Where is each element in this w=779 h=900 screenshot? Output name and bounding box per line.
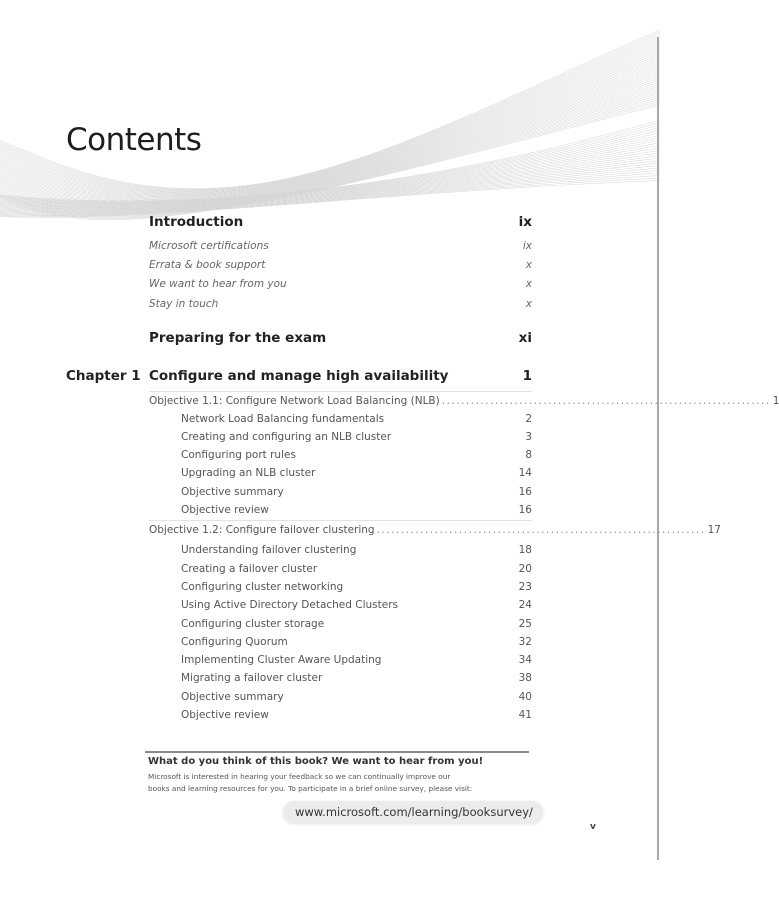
toc-entry-label: Network Load Balancing fundamentals [181, 413, 385, 425]
toc-entry-label: Objective review [181, 504, 269, 516]
toc-entry[interactable] [149, 563, 532, 575]
toc-entry-label: Objective 1.1: Configure Network Load Balancing (NLB) [149, 395, 440, 407]
wave-line [0, 34, 660, 190]
dot-leader: .................................................................... [441, 395, 771, 407]
chapter-label: Chapter 1 [66, 368, 141, 384]
page-number: v [590, 822, 596, 832]
page-edge-line [657, 37, 659, 860]
toc-entry-page: 40 [518, 691, 532, 703]
toc-entry-page: ix [518, 214, 532, 230]
toc-chapter-heading[interactable] [149, 368, 532, 384]
feedback-rule [145, 751, 529, 753]
toc-entry[interactable] [149, 581, 532, 593]
toc-entry-label: Configuring cluster networking [181, 581, 344, 593]
toc-entry[interactable] [149, 544, 532, 556]
dot-leader: .................................................................... [376, 524, 706, 536]
toc-entry-page: 17 [707, 524, 721, 536]
toc-entry[interactable] [149, 449, 532, 461]
toc-entry[interactable] [149, 413, 532, 425]
toc-entry-label: Microsoft certifications [149, 240, 269, 252]
toc-entry-page: 16 [518, 486, 532, 498]
toc-entry-page: 8 [525, 449, 532, 461]
toc-entry-label: Using Active Directory Detached Clusters [181, 599, 399, 611]
toc-entry-label: Configuring port rules [181, 449, 296, 461]
toc-entry[interactable] [149, 467, 532, 479]
section-divider [149, 520, 532, 521]
toc-entry[interactable] [149, 278, 532, 290]
toc-entry-page: 20 [518, 563, 532, 575]
toc-entry-label: Objective summary [181, 486, 284, 498]
feedback-body-line: Microsoft is interested in hearing your feedback so we can continually improve our [148, 772, 451, 781]
toc-entry-label: Configuring cluster storage [181, 618, 325, 630]
toc-entry[interactable] [149, 240, 532, 252]
page-title: Contents [66, 122, 202, 158]
toc-entry[interactable] [149, 298, 532, 310]
feedback-title: What do you think of this book? We want to hear from you! [148, 756, 484, 767]
toc-entry-page: x [525, 298, 532, 310]
toc-entry-label: Objective 1.2: Configure failover clustering [149, 524, 375, 536]
toc-entry-page: xi [518, 330, 532, 346]
toc-intro-heading[interactable] [149, 214, 532, 230]
toc-entry-label: Configuring Quorum [181, 636, 288, 648]
toc-entry-label: Preparing for the exam [149, 330, 327, 346]
toc-entry[interactable] [149, 691, 532, 703]
toc-entry-page: 23 [518, 581, 532, 593]
toc-entry-page: 3 [525, 431, 532, 443]
toc-entry-page: 1 [522, 368, 532, 384]
toc-entry[interactable] [149, 486, 532, 498]
toc-entry-page: 16 [518, 504, 532, 516]
wave-line [0, 30, 660, 189]
feedback-body-line: books and learning resources for you. To participate in a brief online survey, please visit: [148, 784, 473, 793]
wave-line [0, 45, 660, 193]
toc-entry[interactable] [149, 504, 532, 516]
toc-entry-label: Implementing Cluster Aware Updating [181, 654, 382, 666]
toc-entry-label: Stay in touch [149, 298, 219, 310]
toc-entry-label: Objective summary [181, 691, 284, 703]
toc-entry-page: x [525, 278, 532, 290]
toc-entry[interactable] [149, 431, 532, 443]
toc-entry-page: 18 [518, 544, 532, 556]
toc-entry[interactable] [149, 618, 532, 630]
toc-entry-page: 2 [525, 413, 532, 425]
toc-entry[interactable] [149, 599, 532, 611]
toc-entry-label: Configure and manage high availability [149, 368, 449, 384]
toc-entry-label: Understanding failover clustering [181, 544, 357, 556]
survey-link[interactable]: www.microsoft.com/learning/booksurvey/ [283, 801, 543, 823]
decorative-wave-lines [0, 0, 660, 230]
toc-entry[interactable] [149, 636, 532, 648]
toc-entry[interactable] [149, 654, 532, 666]
section-divider [149, 391, 532, 392]
toc-entry-label: Introduction [149, 214, 244, 230]
toc-entry[interactable] [149, 259, 532, 271]
toc-entry-page: 1 [772, 395, 779, 407]
toc-entry-label: We want to hear from you [149, 278, 287, 290]
feedback-body [148, 771, 533, 795]
toc-entry[interactable] [149, 709, 532, 721]
toc-entry-page: ix [522, 240, 532, 252]
toc-entry[interactable] [149, 672, 532, 684]
toc-entry-page: 32 [518, 636, 532, 648]
toc-entry-page: 38 [518, 672, 532, 684]
toc-objective[interactable] [149, 524, 721, 536]
toc-preparing-heading[interactable] [149, 330, 532, 346]
toc-entry-label: Creating and configuring an NLB cluster [181, 431, 392, 443]
toc-objective[interactable] [149, 395, 779, 407]
toc-entry-page: x [525, 259, 532, 271]
toc-entry-page: 41 [518, 709, 532, 721]
toc-entry-label: Objective review [181, 709, 269, 721]
toc-entry-page: 24 [518, 599, 532, 611]
toc-entry-label: Upgrading an NLB cluster [181, 467, 316, 479]
toc-entry-label: Creating a failover cluster [181, 563, 318, 575]
toc-entry-page: 25 [518, 618, 532, 630]
toc-entry-page: 14 [518, 467, 532, 479]
toc-entry-label: Errata & book support [149, 259, 266, 271]
toc-entry-label: Migrating a failover cluster [181, 672, 323, 684]
toc-entry-page: 34 [518, 654, 532, 666]
